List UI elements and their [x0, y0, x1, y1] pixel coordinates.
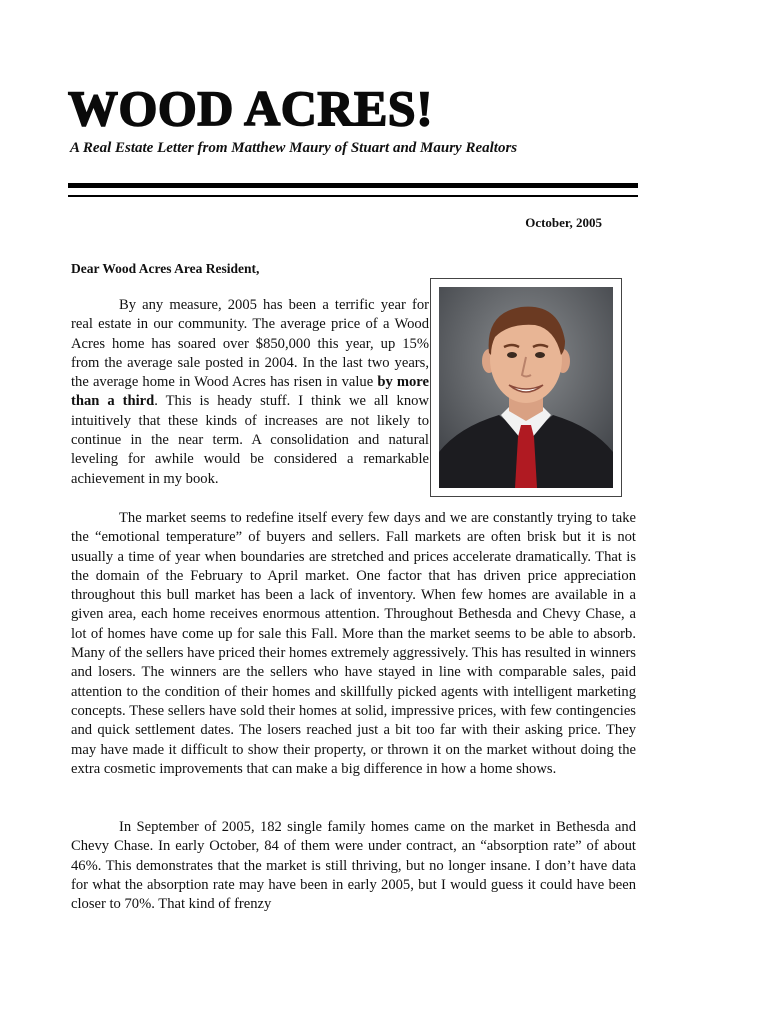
newsletter-title: WOOD ACRES!	[68, 80, 434, 136]
paragraph-1-text: By any measure, 2005 has been a terrific year for real estate in our community. The average price of a Wood Acres home has soared over $850,000 this year, up 15% from the average sale posted in 2004. In the last two years, the average home in Wood Acres has risen in value	[71, 297, 429, 391]
paragraph-3: In September of 2005, 182 single family homes came on the market in Bethesda and Chevy Chase. In early October, 84 of them were under contract, an “absorption rate” of about 46%. This demonstrates that the market is still thriving, but no longer insane. I don’t have data for what the absorption rate may have been in early 2005, but I would guess it could have been closer to 70%. That kind of frenzy	[71, 819, 636, 913]
author-portrait-icon	[439, 287, 613, 488]
author-photo	[430, 278, 622, 497]
letter-date: October, 2005	[525, 215, 602, 230]
paragraph-1-emphasis: by more than a third	[71, 374, 429, 410]
salutation: Dear Wood Acres Area Resident,	[71, 261, 260, 276]
paragraph-1-text-end: . This is heady stuff. I think we all know intuitively that these kinds of increases are not likely to continue in the near term. A consolidation and natural leveling for awhile would be considered a remarkable achievement in my book.	[71, 393, 429, 487]
newsletter-subtitle: A Real Estate Letter from Matthew Maury of Stuart and Maury Realtors	[70, 140, 518, 156]
header-rule-thick	[68, 183, 638, 188]
header-rule-thin	[68, 195, 638, 197]
paragraph-1	[71, 296, 429, 489]
paragraph-2: The market seems to redefine itself every few days and we are constantly trying to take the “emotional temperature” of buyers and sellers. Fall markets are often brisk but it is not usually a time of year when boundaries are stretched and prices accelerate dramatically. That is the domain of the February to April market. One factor that has driven price appreciation throughout this bull market has been a lack of inventory. When few homes are available in a given area, each home receives enormous attention. Throughout Bethesda and Chevy Chase, a lot of homes have come up for sale this Fall. More than the market seems to be able to absorb. Many of the sellers have priced their homes extremely aggressively. This has resulted in winners and losers. The winners are the sellers who have stayed in line with comparable sales, paid attention to the condition of their homes and skillfully picked agents with intelligent marketing concepts. These sellers have sold their homes at solid, impressive prices, with few contingencies and quick settlement dates. The losers reached just a bit too far with their asking price. They may have made it difficult to show their property, or thrown it on the market without doing the extra cosmetic improvements that can make a big difference in how a home shows.	[71, 510, 636, 777]
